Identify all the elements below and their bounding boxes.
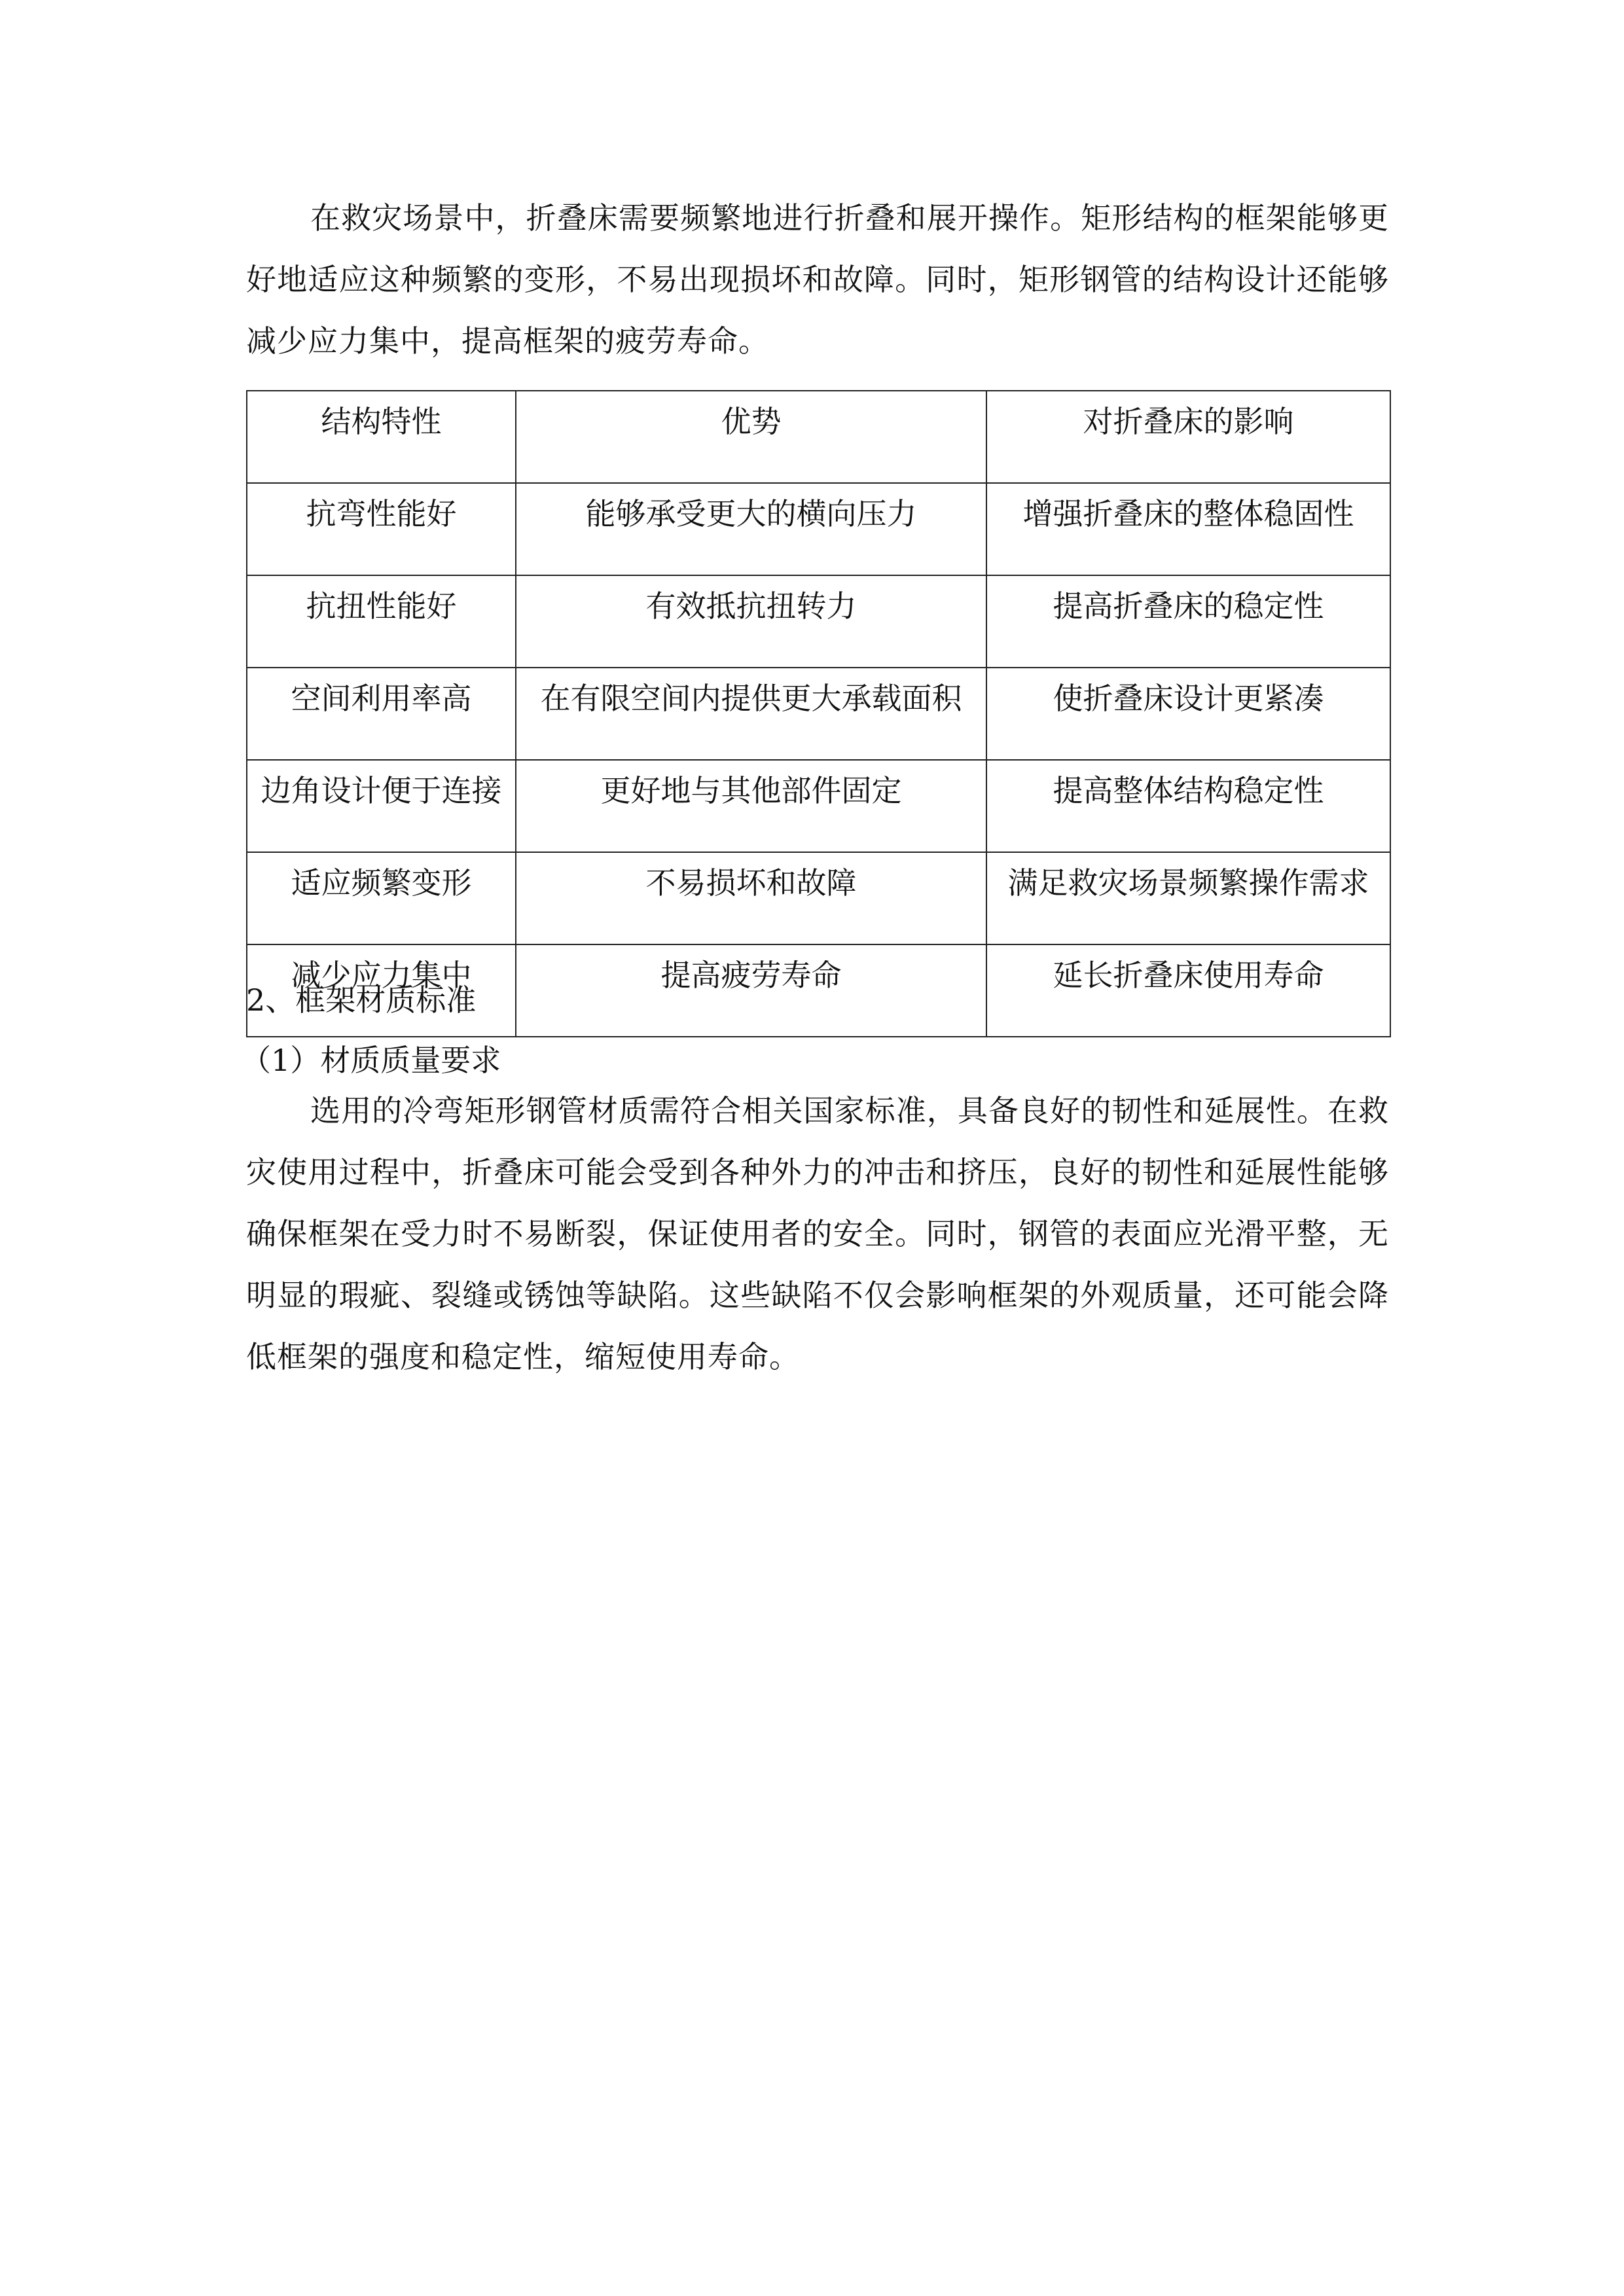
cell-feature: 抗扭性能好 [247,575,516,668]
cell-feature: 适应频繁变形 [247,852,516,944]
structure-feature-table [246,390,1391,1037]
cell-advantage: 更好地与其他部件固定 [516,760,986,852]
cell-feature: 抗弯性能好 [247,483,516,575]
cell-impact: 使折叠床设计更紧凑 [986,668,1390,760]
intro-paragraph: 在救灾场景中，折叠床需要频繁地进行折叠和展开操作。矩形结构的框架能够更好地适应这种频繁的变形，不易出现损坏和故障。同时，矩形钢管的结构设计还能够减少应力集中，提高框架的疲劳寿命。 [246,200,1389,359]
header-advantage: 优势 [516,391,986,483]
cell-advantage: 有效抵抗扭转力 [516,575,986,668]
section-heading: 2、框架材质标准 [246,982,477,1018]
material-paragraph: 选用的冷弯矩形钢管材质需符合相关国家标准，具备良好的韧性和延展性。在救灾使用过程中，折叠床可能会受到各种外力的冲击和挤压，良好的韧性和延展性能够确保框架在受力时不易断裂，保证使用者的安全。同时，钢管的表面应光滑平整，无明显的瑕疵、裂缝或锈蚀等缺陷。这些缺陷不仅会影响框架的外观质量，还可能会降低框架的强度和稳定性，缩短使用寿命。 [246,1093,1389,1374]
table-row [247,575,1390,668]
subsection-heading: （1）材质质量要求 [241,1043,501,1078]
cell-feature: 空间利用率高 [247,668,516,760]
table-row [247,852,1390,944]
cell-impact: 延长折叠床使用寿命 [986,944,1390,1037]
cell-feature: 边角设计便于连接 [247,760,516,852]
cell-advantage: 能够承受更大的横向压力 [516,483,986,575]
cell-impact: 提高折叠床的稳定性 [986,575,1390,668]
cell-advantage: 不易损坏和故障 [516,852,986,944]
table-row [247,760,1390,852]
cell-advantage: 提高疲劳寿命 [516,944,986,1037]
table-row [247,483,1390,575]
cell-advantage: 在有限空间内提供更大承载面积 [516,668,986,760]
table-header-row [247,391,1390,483]
header-feature: 结构特性 [247,391,516,483]
cell-feature: 减少应力集中 [247,944,516,1037]
header-impact: 对折叠床的影响 [986,391,1390,483]
cell-impact: 满足救灾场景频繁操作需求 [986,852,1390,944]
cell-impact: 提高整体结构稳定性 [986,760,1390,852]
cell-impact: 增强折叠床的整体稳固性 [986,483,1390,575]
table-row [247,668,1390,760]
